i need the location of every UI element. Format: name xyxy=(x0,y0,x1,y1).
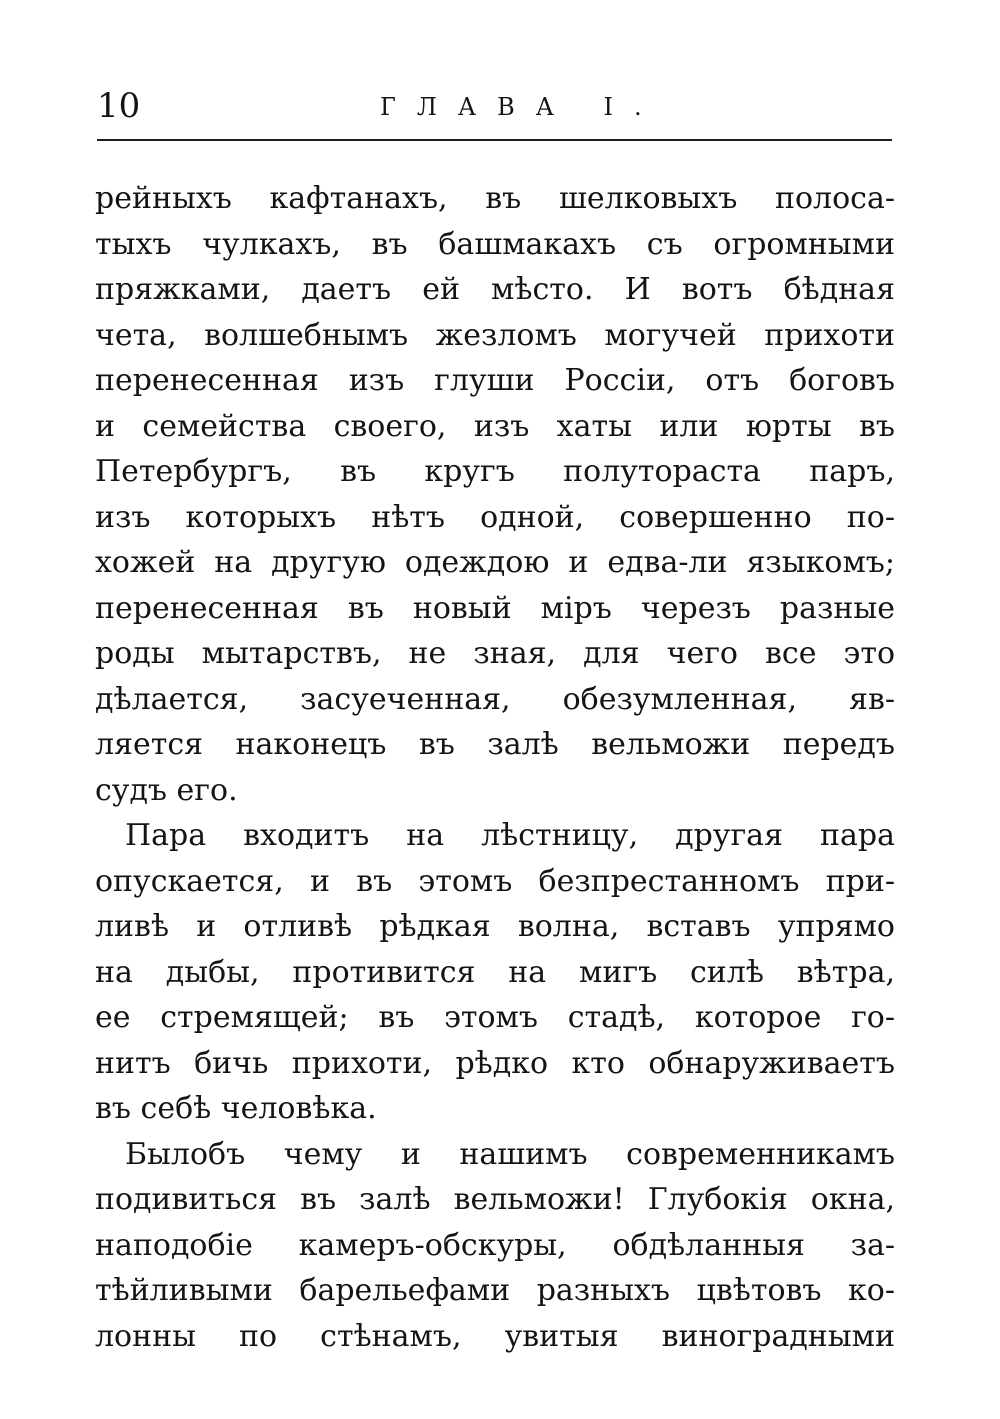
text-line: перенесенная въ новый міръ черезъ разные xyxy=(95,590,895,626)
text-line: Петербургъ, въ кругъ полутораста паръ, xyxy=(95,454,895,489)
running-head: ГЛАВА I. xyxy=(380,93,663,121)
text-line: тыхъ чулкахъ, въ башмакахъ съ огромными xyxy=(95,226,895,262)
text-line: опускается, и въ этомъ безпрестанномъ при- xyxy=(95,863,895,899)
text-line: ливѣ и отливѣ рѣдкая волна, вставъ упрямо xyxy=(95,909,895,944)
text-line: наподобіе камеръ-обскуры, обдѣланныя за- xyxy=(95,1227,895,1263)
text-line: и семейства своего, изъ хаты или юрты въ xyxy=(95,408,895,444)
page-number: 10 xyxy=(97,86,141,126)
body-text xyxy=(95,176,895,1359)
text-line: судъ его. xyxy=(95,772,238,808)
paragraph-2 xyxy=(95,813,895,1132)
text-line: Пара входитъ на лѣстницу, другая пара xyxy=(125,818,895,853)
text-line: ляется наконецъ въ залѣ вельможи передъ xyxy=(95,727,895,762)
text-line: лонны по стѣнамъ, увитыя виноградными xyxy=(95,1318,895,1354)
text-line: ее стремящей; въ этомъ стадѣ, которое го- xyxy=(95,1000,895,1035)
text-line: чета, волшебнымъ жезломъ могучей прихоти xyxy=(95,317,895,353)
text-line: роды мытарствъ, не зная, для чего все это xyxy=(95,636,895,671)
text-line: въ себѣ человѣка. xyxy=(95,1091,377,1126)
text-line: нитъ бичь прихоти, рѣдко кто обнаруживаетъ xyxy=(95,1045,895,1081)
text-line: перенесенная изъ глуши Россіи, отъ боговъ xyxy=(95,363,895,398)
text-line: Былобъ чему и нашимъ современникамъ xyxy=(125,1136,895,1172)
text-line: пряжками, даетъ ей мѣсто. И вотъ бѣдная xyxy=(95,272,895,307)
text-line: подивиться въ залѣ вельможи! Глубокія окна, xyxy=(95,1182,895,1217)
text-line: дѣлается, засуеченная, обезумленная, яв- xyxy=(95,681,895,717)
text-line: рейныхъ кафтанахъ, въ шелковыхъ полоса- xyxy=(95,181,895,216)
header-rule xyxy=(97,139,892,141)
text-line: хожей на другую одеждою и едва-ли языкомъ; xyxy=(95,545,895,580)
text-line: тѣйливыми барельефами разныхъ цвѣтовъ ко- xyxy=(95,1273,895,1308)
text-line: изъ которыхъ нѣтъ одной, совершенно по- xyxy=(95,499,895,535)
paragraph-3 xyxy=(95,1132,895,1360)
text-line: на дыбы, противится на мигъ силѣ вѣтра, xyxy=(95,954,895,990)
paragraph-1 xyxy=(95,176,895,813)
